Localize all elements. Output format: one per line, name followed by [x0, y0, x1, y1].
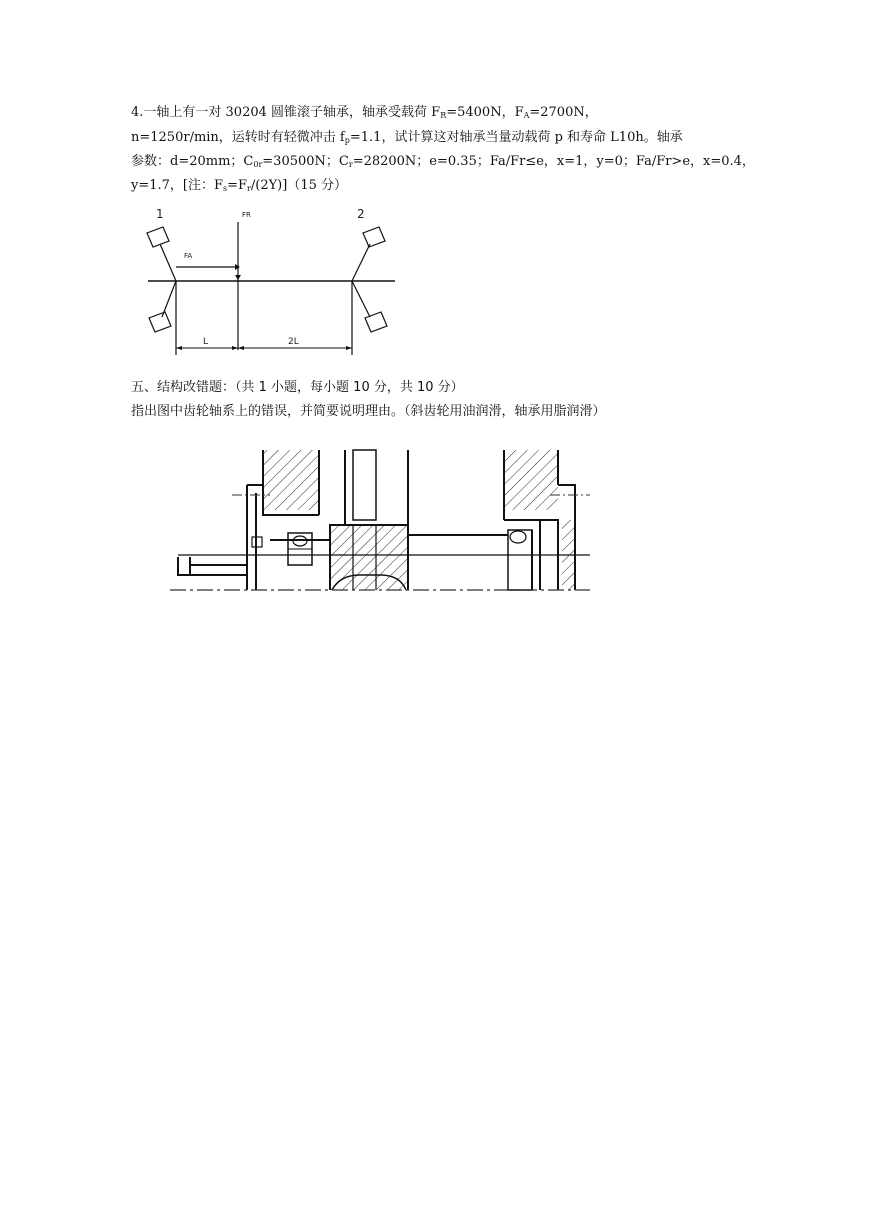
- bearing-2-label: 2: [357, 207, 365, 221]
- q4-line-3: 参数：d=20mm；$C_{0r}=30500N$；$C_r=28200N$；e=0.35；Fa/Fr≤e，x=1，y=0；Fa/Fr>e，x=0.4，: [131, 154, 755, 169]
- fr-label: FR: [242, 211, 251, 219]
- bearing-load-diagram: [130, 200, 410, 365]
- bearing-1-label: 1: [156, 207, 164, 221]
- q4-line-2: n=1250r/min，运转时有轻微冲击 $f_p=1.1$，试计算这对轴承当量动载荷 p 和寿命 L10h。轴承: [131, 130, 683, 145]
- dim-l-label: L: [203, 337, 209, 347]
- q4-line-1: 4.一轴上有一对 30204 圆锥滚子轴承，轴承受载荷 $F_R=5400N$，$F_A=2700N$，: [131, 105, 598, 120]
- gear-shaft-drawing: [170, 445, 600, 595]
- section-5-instruction: 指出图中齿轮轴系上的错误，并简要说明理由。（斜齿轮用油润滑，轴承用脂润滑）: [131, 404, 606, 419]
- section-5-title: 五、结构改错题：（共 1 小题，每小题 10 分，共 10 分）: [131, 380, 464, 395]
- dim-2l-label: 2L: [288, 337, 299, 347]
- q4-line-4: y=1.7，[注：$F_s=F_r/(2Y)](15$ 分）: [131, 178, 347, 193]
- fa-label: FA: [184, 252, 193, 260]
